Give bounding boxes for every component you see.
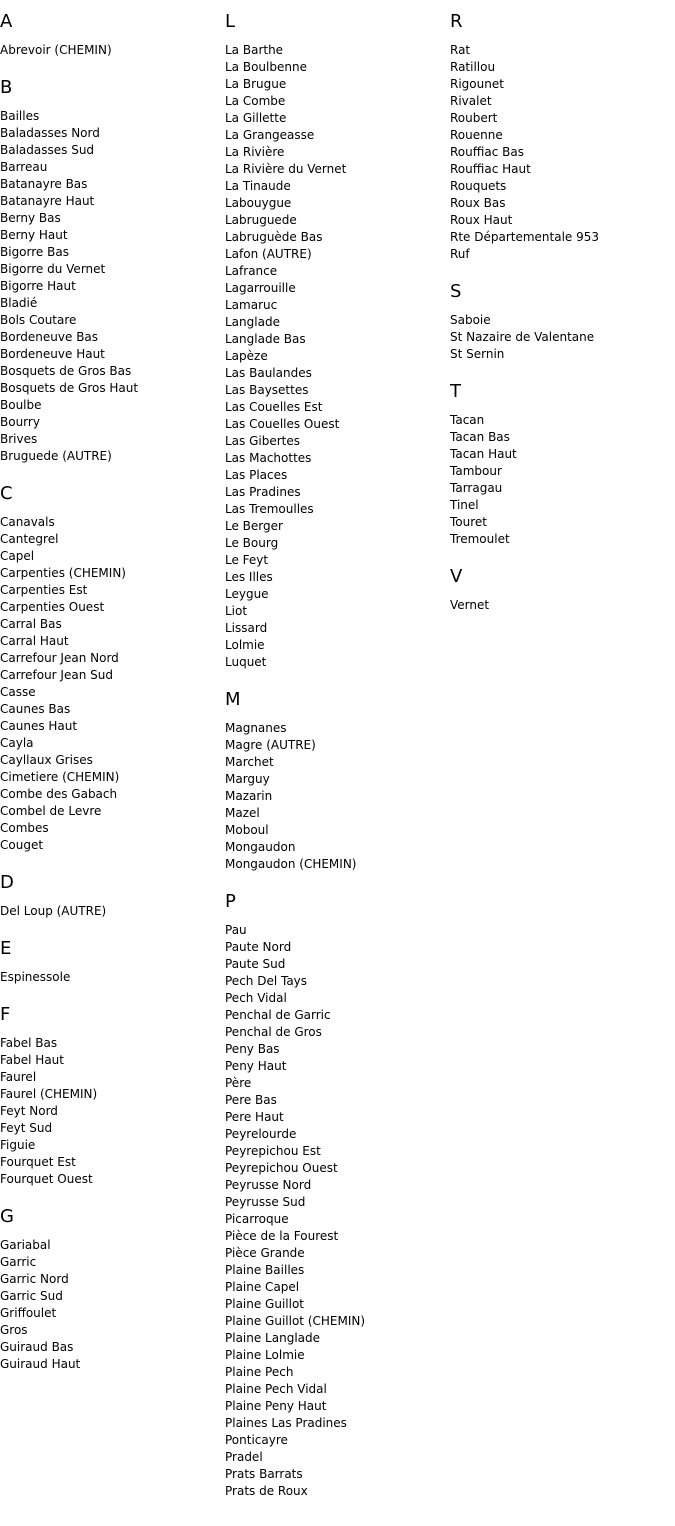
letter-section [225, 10, 445, 671]
place-name: Guiraud Haut [0, 1357, 81, 1371]
place-name: La Combe [225, 94, 286, 108]
letter-section [450, 380, 670, 548]
place-name: Tacan Bas [450, 430, 510, 444]
section-letter-heading: F [0, 1004, 11, 1025]
place-name: Pech Del Tays [225, 974, 308, 988]
place-name-list [0, 42, 220, 59]
place-name: Rte Départementale 953 [450, 230, 600, 244]
place-name: Casse [0, 685, 36, 699]
place-name: Las Places [225, 468, 288, 482]
place-name: Peny Bas [225, 1042, 280, 1056]
place-name: Fourquet Ouest [0, 1172, 93, 1186]
place-name: Baladasses Sud [0, 143, 95, 157]
section-letter-heading: E [0, 938, 12, 959]
place-name: La Rivière [225, 145, 285, 159]
place-name: Magnanes [225, 721, 287, 735]
place-name: Rivalet [450, 94, 492, 108]
place-name: Feyt Sud [0, 1121, 53, 1135]
place-name: Carpenties Ouest [0, 600, 105, 614]
place-name: Batanayre Haut [0, 194, 95, 208]
place-name: Garric [0, 1255, 37, 1269]
place-name: Plaine Bailles [225, 1263, 305, 1277]
place-name: Plaine Guillot (CHEMIN) [225, 1314, 366, 1328]
place-name: Langlade [225, 315, 280, 329]
place-name: Cayla [0, 736, 34, 750]
letter-section [0, 1003, 220, 1188]
place-name: Bailles [0, 109, 40, 123]
place-name: Bigorre Haut [0, 279, 76, 293]
place-name: Del Loup (AUTRE) [0, 904, 107, 918]
place-name: Tremoulet [450, 532, 510, 546]
place-name: Magre (AUTRE) [225, 738, 316, 752]
place-name: Bordeneuve Bas [0, 330, 99, 344]
place-name: St Sernin [450, 347, 505, 361]
place-name: Las Baulandes [225, 366, 312, 380]
place-name: Combe des Gabach [0, 787, 118, 801]
place-name: Pere Haut [225, 1110, 284, 1124]
place-name: Canavals [0, 515, 55, 529]
place-name: Cayllaux Grises [0, 753, 93, 767]
place-name: La Brugue [225, 77, 287, 91]
place-name: Faurel (CHEMIN) [0, 1087, 98, 1101]
place-name-list [0, 969, 220, 986]
place-name: Liot [225, 604, 248, 618]
place-name: Pradel [225, 1450, 263, 1464]
place-name: Le Feyt [225, 553, 269, 567]
place-name: Marguy [225, 772, 270, 786]
place-name: Fabel Bas [0, 1036, 58, 1050]
place-name: Labruguede [225, 213, 297, 227]
place-name: Les Illes [225, 570, 273, 584]
index-column-2 [225, 10, 445, 1500]
place-name-list [450, 412, 670, 548]
place-name: Tambour [450, 464, 502, 478]
place-name: Combel de Levre [0, 804, 102, 818]
place-name: La Gillette [225, 111, 287, 125]
place-name: Bols Coutare [0, 313, 77, 327]
place-name: Saboie [450, 313, 491, 327]
place-name: Picarroque [225, 1212, 289, 1226]
place-name: Peyrelourde [225, 1127, 297, 1141]
place-name: Mazel [225, 806, 260, 820]
place-name: Ruf [450, 247, 470, 261]
place-name: Pièce de la Fourest [225, 1229, 339, 1243]
place-name: Baladasses Nord [0, 126, 100, 140]
place-name: Figuie [0, 1138, 36, 1152]
place-name: Couget [0, 838, 44, 852]
place-name: Garric Nord [0, 1272, 69, 1286]
place-name: Tarragau [450, 481, 503, 495]
section-letter-heading: V [450, 566, 463, 587]
place-name-list [0, 514, 220, 854]
place-name: Lapèze [225, 349, 268, 363]
place-name: Carral Bas [0, 617, 62, 631]
place-name: Roubert [450, 111, 498, 125]
place-name: Père [225, 1076, 252, 1090]
place-name: Berny Bas [0, 211, 61, 225]
place-name: Mazarin [225, 789, 273, 803]
section-letter-heading: G [0, 1206, 14, 1227]
place-name: Carrefour Jean Sud [0, 668, 113, 682]
place-name: Las Tremoulles [225, 502, 314, 516]
place-name: Plaines Las Pradines [225, 1416, 347, 1430]
place-name: Las Pradines [225, 485, 301, 499]
place-name-list [225, 922, 445, 1500]
place-name: Combes [0, 821, 49, 835]
place-name: Rat [450, 43, 471, 57]
place-name: Bourry [0, 415, 40, 429]
place-name: Plaine Capel [225, 1280, 300, 1294]
place-name: Las Machottes [225, 451, 312, 465]
letter-section [450, 10, 670, 263]
place-name: Pau [225, 923, 247, 937]
place-name: Lamaruc [225, 298, 278, 312]
place-name: Paute Nord [225, 940, 292, 954]
place-name: Plaine Langlade [225, 1331, 321, 1345]
place-name: Bigorre Bas [0, 245, 69, 259]
place-name: Labouygue [225, 196, 292, 210]
place-name-list [0, 1237, 220, 1373]
place-name: Tacan [450, 413, 485, 427]
place-name: Rigounet [450, 77, 504, 91]
place-name: Roux Haut [450, 213, 513, 227]
place-name: Barreau [0, 160, 48, 174]
place-name: Pièce Grande [225, 1246, 305, 1260]
place-name: Feyt Nord [0, 1104, 58, 1118]
letter-section [0, 937, 220, 986]
place-name: Faurel [0, 1070, 37, 1084]
place-name: Peyrusse Nord [225, 1178, 312, 1192]
place-name: Peny Haut [225, 1059, 287, 1073]
place-name: Prats de Roux [225, 1484, 308, 1498]
place-name: Las Baysettes [225, 383, 309, 397]
place-name: La Boulbenne [225, 60, 307, 74]
place-name: Bosquets de Gros Bas [0, 364, 132, 378]
letter-section [0, 76, 220, 465]
section-letter-heading: S [450, 281, 462, 302]
letter-section [0, 1205, 220, 1373]
place-name: Las Couelles Ouest [225, 417, 340, 431]
place-name: Bordeneuve Haut [0, 347, 105, 361]
section-letter-heading: B [0, 77, 13, 98]
letter-section [225, 890, 445, 1500]
place-name: Caunes Bas [0, 702, 71, 716]
place-name: Penchal de Gros [225, 1025, 322, 1039]
place-name: Lissard [225, 621, 268, 635]
place-name-list [450, 42, 670, 263]
place-name: Rouffiac Bas [450, 145, 524, 159]
place-name: Lafrance [225, 264, 278, 278]
place-name: Pech Vidal [225, 991, 287, 1005]
place-name: Mongaudon [225, 840, 296, 854]
place-name: Bigorre du Vernet [0, 262, 106, 276]
place-name-list [0, 1035, 220, 1188]
place-name: Luquet [225, 655, 267, 669]
place-name: Tinel [450, 498, 479, 512]
place-name: Pere Bas [225, 1093, 277, 1107]
place-name: Bruguede (AUTRE) [0, 449, 112, 463]
place-name: Mongaudon (CHEMIN) [225, 857, 357, 871]
place-name: Labruguède Bas [225, 230, 323, 244]
place-name: La Grangeasse [225, 128, 315, 142]
place-name-list [450, 597, 670, 614]
place-name-list [450, 312, 670, 363]
section-letter-heading: P [225, 891, 236, 912]
place-name: Langlade Bas [225, 332, 306, 346]
place-name: Peyrusse Sud [225, 1195, 306, 1209]
place-name: Plaine Pech [225, 1365, 294, 1379]
place-name: Fabel Haut [0, 1053, 64, 1067]
place-name: Moboul [225, 823, 269, 837]
place-name: Brives [0, 432, 38, 446]
place-name: Plaine Guillot [225, 1297, 305, 1311]
place-name: Griffoulet [0, 1306, 57, 1320]
place-name: La Rivière du Vernet [225, 162, 347, 176]
place-name: Fourquet Est [0, 1155, 76, 1169]
place-name: Lolmie [225, 638, 265, 652]
place-name: Paute Sud [225, 957, 286, 971]
place-name: Gros [0, 1323, 28, 1337]
place-name: Tacan Haut [450, 447, 517, 461]
place-name: Espinessole [0, 970, 71, 984]
place-name: Lagarrouille [225, 281, 296, 295]
place-name: Penchal de Garric [225, 1008, 331, 1022]
letter-section [450, 565, 670, 614]
place-name: Peyrepichou Est [225, 1144, 321, 1158]
place-name: Abrevoir (CHEMIN) [0, 43, 112, 57]
place-name: Le Berger [225, 519, 283, 533]
letter-section [450, 280, 670, 363]
place-name-list [225, 720, 445, 873]
place-name: Batanayre Bas [0, 177, 88, 191]
place-name: Plaine Peny Haut [225, 1399, 327, 1413]
place-name: Carpenties (CHEMIN) [0, 566, 126, 580]
place-name: Carpenties Est [0, 583, 88, 597]
place-name: Las Couelles Est [225, 400, 323, 414]
section-letter-heading: A [0, 11, 13, 32]
section-letter-heading: R [450, 11, 463, 32]
place-name: Rouffiac Haut [450, 162, 531, 176]
letter-section [0, 10, 220, 59]
place-name: Marchet [225, 755, 274, 769]
place-name: Cantegrel [0, 532, 59, 546]
section-letter-heading: L [225, 11, 236, 32]
place-name: Caunes Haut [0, 719, 78, 733]
section-letter-heading: D [0, 872, 14, 893]
place-name: Bosquets de Gros Haut [0, 381, 139, 395]
place-name: Carrefour Jean Nord [0, 651, 119, 665]
place-name: La Barthe [225, 43, 284, 57]
place-name: Carral Haut [0, 634, 69, 648]
index-column-1 [0, 10, 220, 1373]
place-name: Lafon (AUTRE) [225, 247, 312, 261]
place-name-list [0, 108, 220, 465]
place-name: Capel [0, 549, 35, 563]
place-name: St Nazaire de Valentane [450, 330, 595, 344]
place-name: Roux Bas [450, 196, 506, 210]
place-name: Boulbe [0, 398, 42, 412]
place-name: Ponticayre [225, 1433, 288, 1447]
place-name: Plaine Lolmie [225, 1348, 305, 1362]
place-name: Garric Sud [0, 1289, 63, 1303]
letter-section [225, 688, 445, 873]
place-name: Touret [450, 515, 487, 529]
index-column-3 [450, 10, 670, 614]
place-name: Cimetiere (CHEMIN) [0, 770, 120, 784]
place-name-list [0, 903, 220, 920]
place-name: Rouquets [450, 179, 507, 193]
place-name: Le Bourg [225, 536, 279, 550]
place-name-list [225, 42, 445, 671]
place-name: Ratillou [450, 60, 496, 74]
place-name: Rouenne [450, 128, 503, 142]
place-name: Vernet [450, 598, 490, 612]
place-name: Guiraud Bas [0, 1340, 74, 1354]
place-name: Las Gibertes [225, 434, 301, 448]
section-letter-heading: C [0, 483, 13, 504]
letter-section [0, 482, 220, 854]
place-name: Leygue [225, 587, 269, 601]
place-name: Peyrepichou Ouest [225, 1161, 338, 1175]
place-name: La Tinaude [225, 179, 291, 193]
place-name: Bladié [0, 296, 38, 310]
place-name: Plaine Pech Vidal [225, 1382, 327, 1396]
place-name: Gariabal [0, 1238, 51, 1252]
place-name: Berny Haut [0, 228, 68, 242]
place-name: Prats Barrats [225, 1467, 303, 1481]
letter-section [0, 871, 220, 920]
section-letter-heading: M [225, 689, 241, 710]
section-letter-heading: T [450, 381, 461, 402]
